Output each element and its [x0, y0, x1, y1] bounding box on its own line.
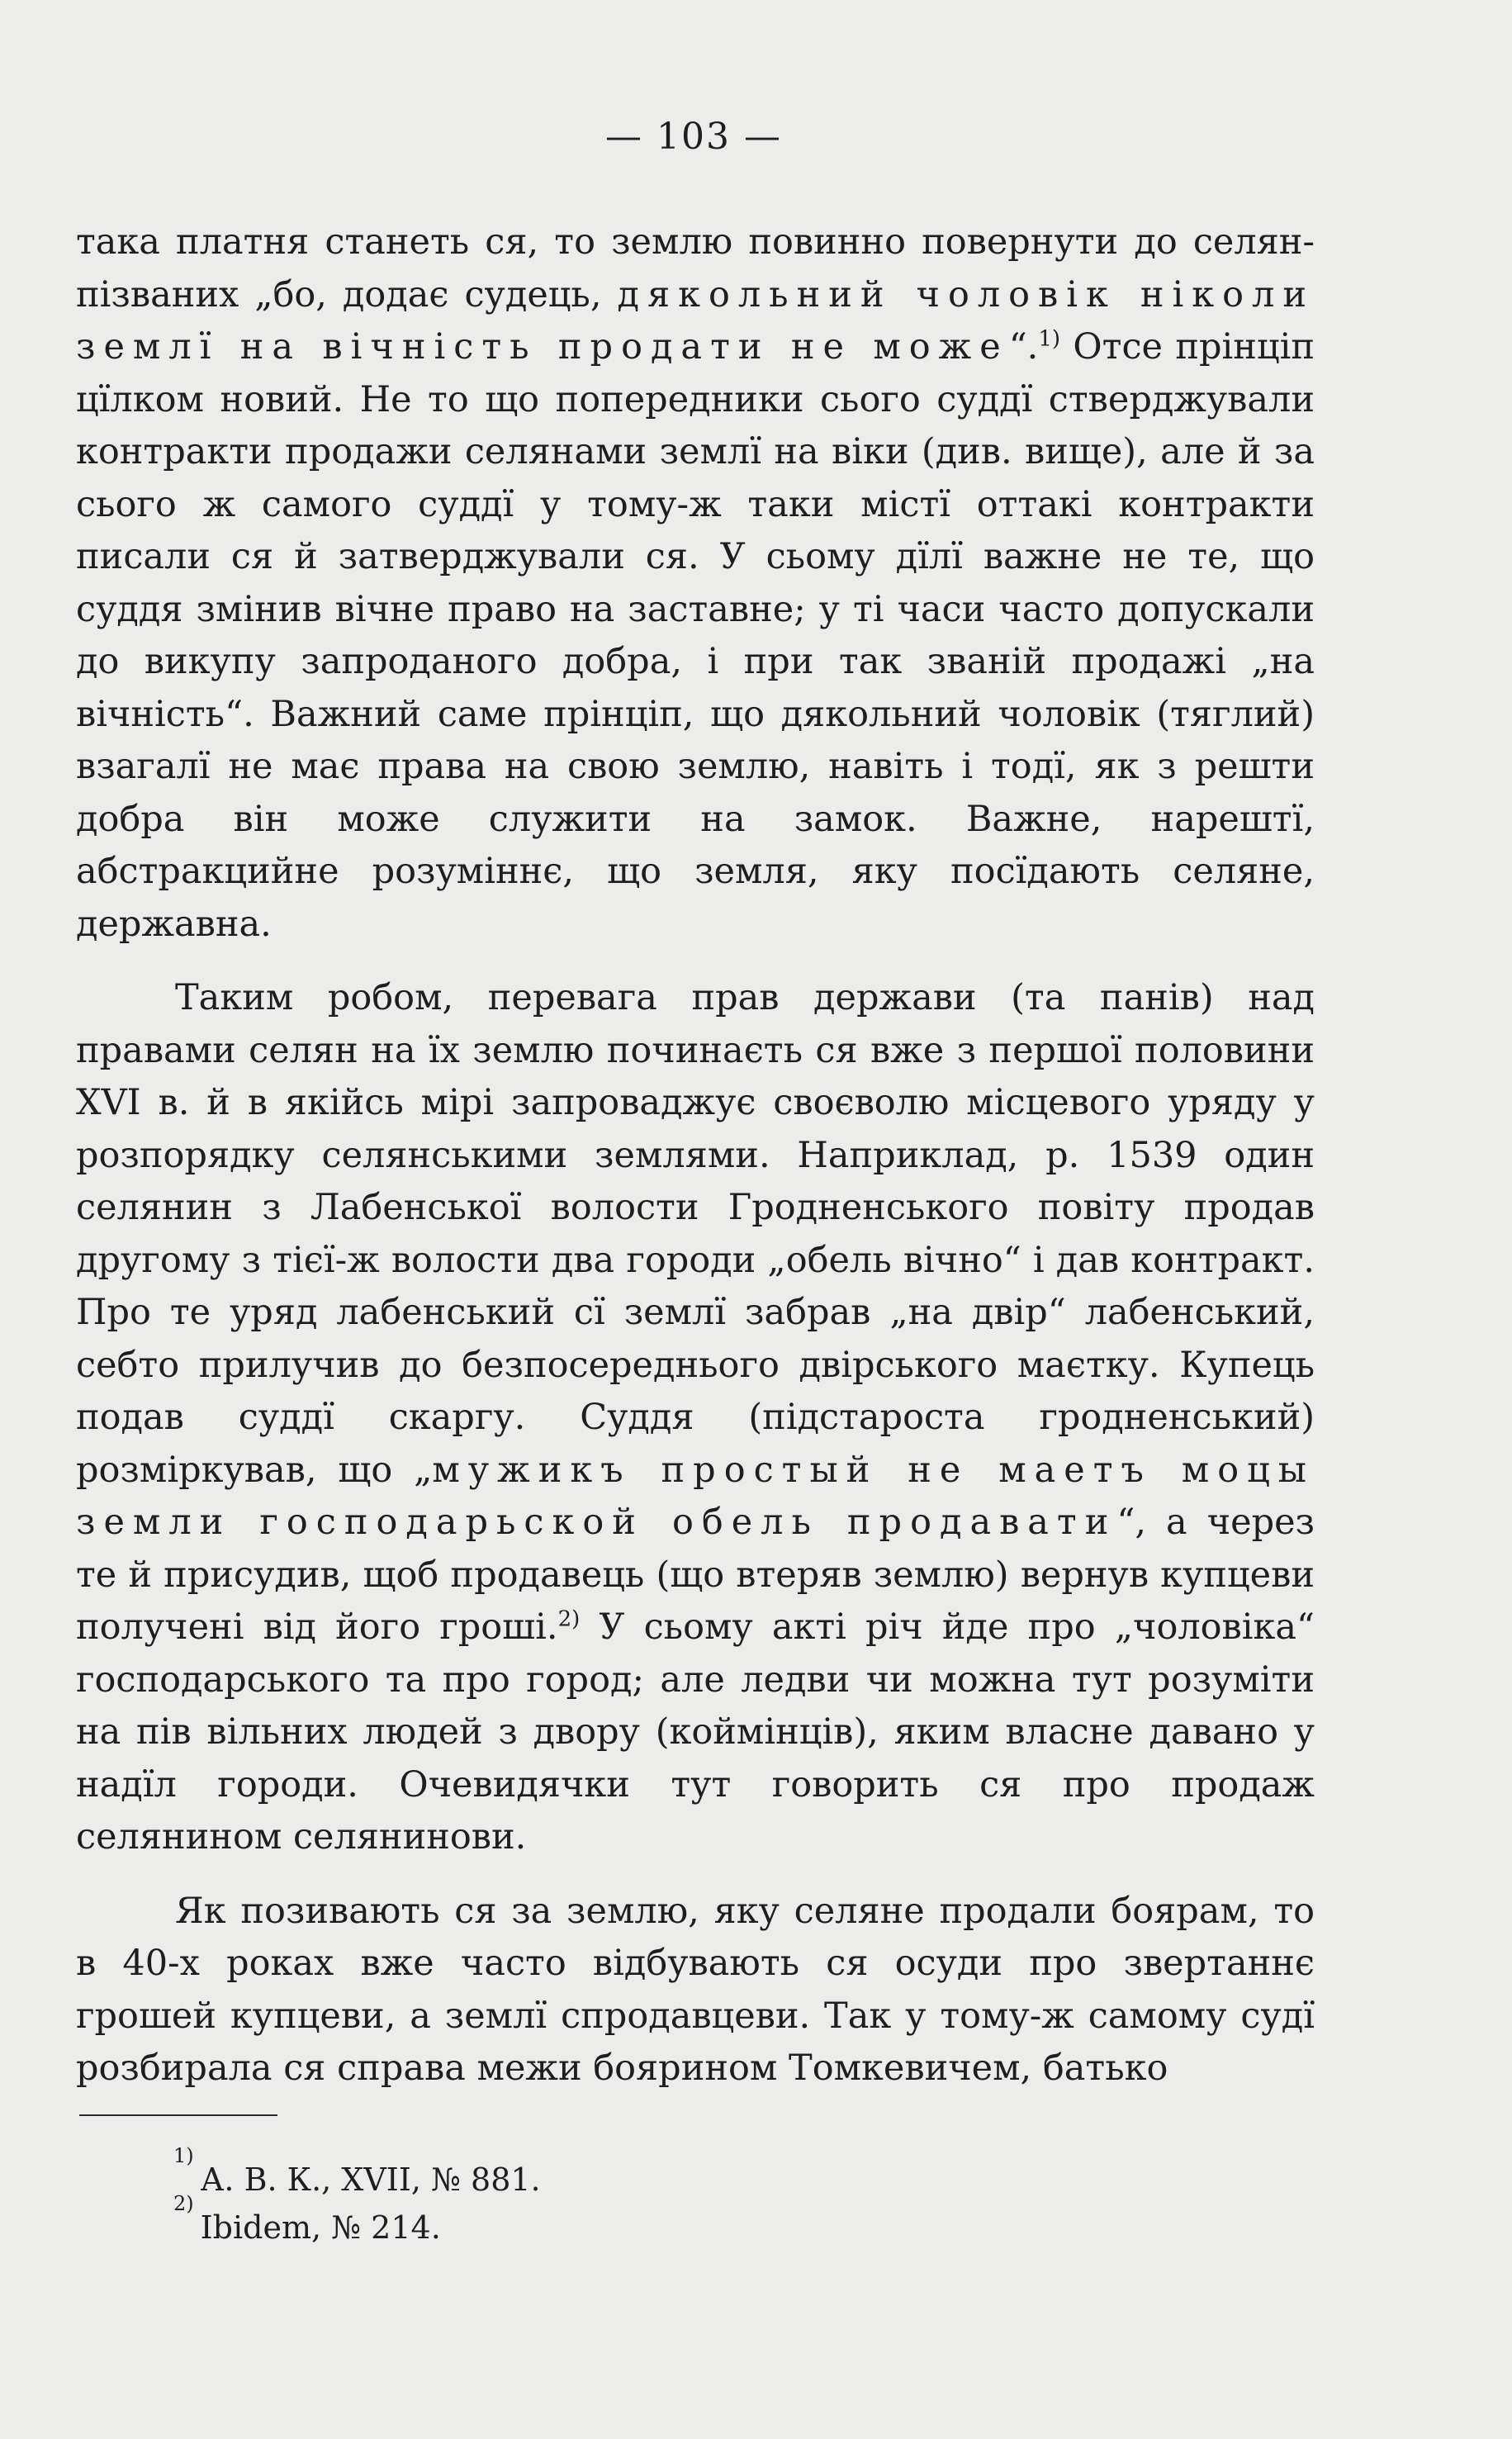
paragraph: [76, 1886, 1315, 2095]
paragraph-text: Отсе прінціп цїлком новий. Не то що попередники сього суддї стверджували контракти продажи селянами землї на віки (див. вище), але й за сього ж самого суддї у тому-ж таки містї оттакі контракти писали ся й затверджували ся. У сьому дїлї важне не те, що суддя змінив вічне право на заставне; у ті часи часто допускали до викупу запроданого добра, і при так званій продажі „на вічність“. Важний саме прінціп, що дякольний чоловік (тяглий) взагалї не має права на свою землю, навіть і тодї, як з решти добра він може служити на замок. Важне, нарештї, абстракцийне розуміннє, що земля, яку посїдають селяне, державна.: [76, 326, 1315, 945]
footnotes: [173, 2144, 1247, 2252]
paragraph-text: Як позивають ся за землю, яку селяне продали боярам, то в 40-х роках вже часто відбувають ся осуди про звертаннє грошей купцеви, а землї спродавцеви. Так у тому-ж самому судї розбирала ся справа межи боярином Томкевичем, батько: [76, 1890, 1315, 2089]
paragraph: [76, 216, 1315, 951]
footnote-mark: 2): [173, 2192, 194, 2215]
paragraph-text: Таким робом, перевага прав держави (та панів) над правами селян на їх землю починаєть ся вже з першої половини XVI в. й в якійсь мірі запроваджує своєволю місцевого уряду у розпорядку селянськими землями. Наприклад, р. 1539 один селянин з Лабенської волости Гродненського повіту продав другому з тієї-ж волости два городи „обель вічно“ і дав контракт. Про те уряд лабенський сї землї забрав „на двір“ лабенський, себто прилучив до безпосереднього двірського маєтку. Купець подав суддї скаргу. Суддя (підстароста гродненський) розміркував, що „: [76, 977, 1315, 1491]
paragraph-text: “, а через те й присудив, щоб продавець (що втеряв землю) вернув купцеви получені від його гроші.: [76, 1502, 1315, 1648]
footnote-text: Ibidem, № 214.: [200, 2209, 441, 2246]
paragraph-text: “.: [1008, 326, 1039, 368]
paragraph-text: така платня станеть ся, то землю повинно повернути до селян-пізваних „бо, додає судець,: [76, 221, 1315, 316]
footnote-reference: 2): [557, 1606, 581, 1632]
page-number: — 103 —: [605, 116, 782, 158]
footnote-divider: [79, 2114, 277, 2116]
footnote-mark: 1): [173, 2144, 194, 2167]
body-text: [76, 216, 1315, 2117]
paragraph: [76, 972, 1315, 1864]
spaced-emphasis-text: дякольний чоловік ніколи землї на вічність продати не може: [76, 273, 1315, 368]
footnote: [173, 2144, 1247, 2204]
paragraph-text: У сьому акті річ йде про „чоловіка“ господарського та про город; але ледви чи можна тут розуміти на пів вільних людей з двору (коймінців), яким власне давано у надїл городи. Очевидячки тут говорить ся про продаж селянином селянинови.: [76, 1606, 1315, 1858]
footnote-reference: 1): [1038, 326, 1061, 352]
footnote: [173, 2192, 1247, 2252]
footnote-text: А. В. К., XVII, № 881.: [200, 2161, 541, 2198]
spaced-emphasis-text: мужикъ простый не маетъ моцы земли господарьской обель продавати: [76, 1449, 1315, 1543]
